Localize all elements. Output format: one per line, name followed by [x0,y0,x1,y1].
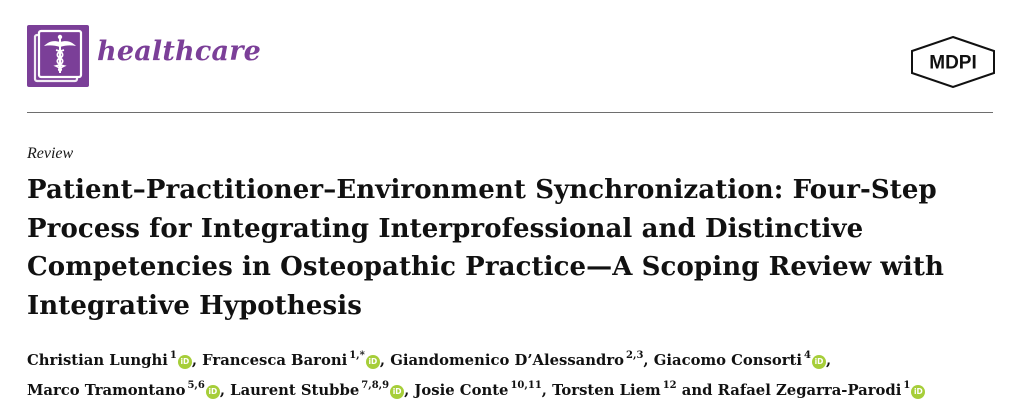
author[interactable] [202,352,385,369]
orcid-icon[interactable]: iD [366,355,380,369]
author-name[interactable]: Josie Conte [414,381,509,399]
author[interactable] [552,379,713,399]
title-line: Patient–Practitioner–Environment Synchronization: Four-Step [27,175,937,205]
author-name[interactable]: Rafael Zegarra-Parodi [717,381,902,399]
author-separator: , [541,381,547,399]
author-affiliation: 5,6 [187,379,205,391]
author-name[interactable]: Laurent Stubbe [230,381,360,399]
publisher-name: MDPI [929,52,977,74]
orcid-icon[interactable]: iD [390,385,404,399]
author[interactable] [414,379,547,399]
author-affiliation: 2,3 [626,350,644,361]
author-affiliation: 10,11 [510,379,542,391]
author-name[interactable]: Giacomo Consorti [653,351,802,369]
orcid-icon[interactable]: iD [178,355,192,369]
author-name[interactable]: Marco Tramontano [27,381,186,399]
author-separator: and [676,381,713,399]
author-separator: , [404,381,410,399]
title-line: Integrative Hypothesis [27,290,362,321]
orcid-icon[interactable]: iD [206,385,220,399]
author-list [27,344,1012,404]
author-affiliation: 1 [169,350,177,361]
author-separator: , [191,351,198,369]
author-affiliation: 4 [804,350,811,361]
header-divider [27,112,993,113]
author[interactable] [27,352,197,369]
author-affiliation: 12 [662,379,677,391]
author-affiliation: 1 [903,379,911,391]
publisher-logo[interactable] [911,36,995,88]
author-separator: , [379,351,386,369]
author-name[interactable]: Giandomenico D’Alessandro [390,351,625,369]
author-affiliation: 1,* [349,350,365,361]
author-name[interactable]: Christian Lunghi [27,351,168,369]
author[interactable] [717,379,926,399]
author-separator: , [219,381,226,399]
title-line: Process for Integrating Interprofessional and Distinctive [27,213,864,244]
author[interactable] [230,379,410,399]
author-separator: , [825,351,832,369]
article-title [27,171,1012,325]
article-type: Review [27,145,74,162]
author[interactable] [654,352,831,369]
journal-name[interactable]: healthcare [97,36,261,67]
author-separator: , [643,351,649,369]
author[interactable] [27,379,226,399]
orcid-icon[interactable]: iD [812,355,826,369]
author[interactable] [390,352,648,369]
author-affiliation: 7,8,9 [361,379,390,391]
title-line: Competencies in Osteopathic Practice—A Scoping Review with [27,252,945,282]
orcid-icon[interactable]: iD [911,385,925,399]
author-name[interactable]: Francesca Baroni [202,351,348,369]
journal-logo[interactable] [27,25,89,87]
author-name[interactable]: Torsten Liem [552,381,661,399]
caduceus-icon [27,25,89,87]
